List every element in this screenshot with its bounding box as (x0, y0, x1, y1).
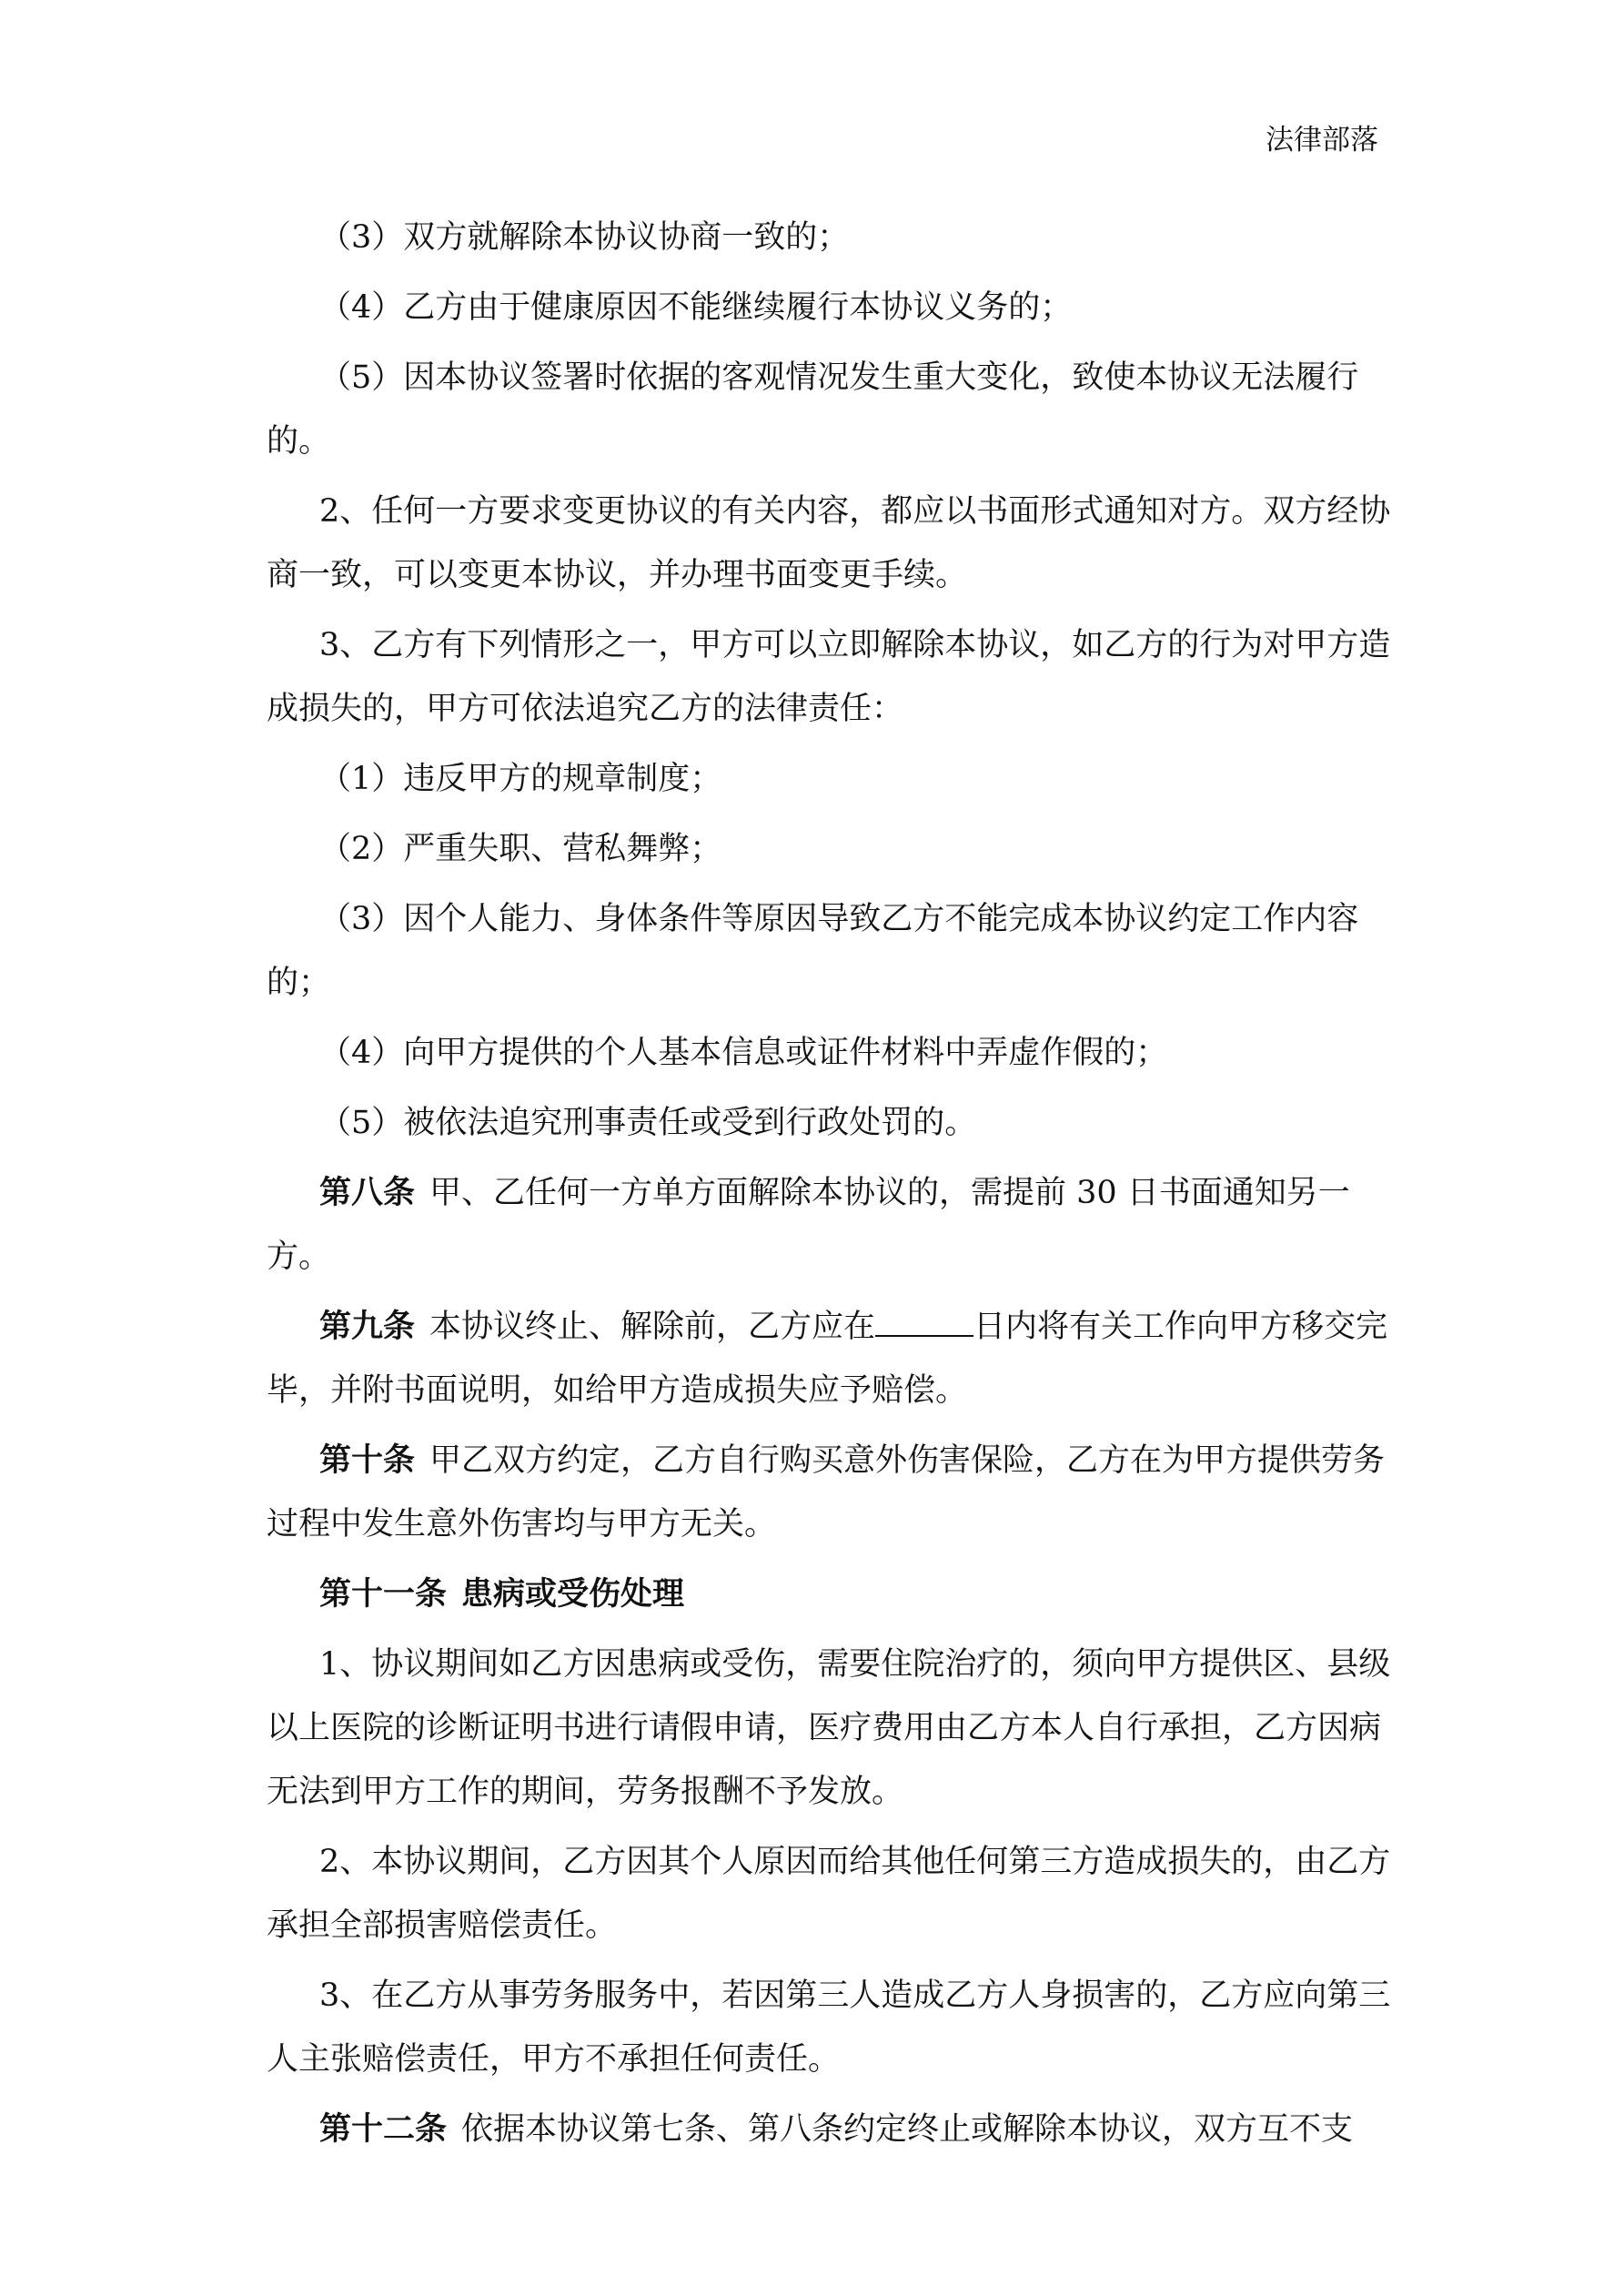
article-title: 第九条 (319, 1308, 416, 1345)
article-title: 第八条 (319, 1174, 416, 1211)
fill-in-blank (875, 1308, 973, 1337)
article-text-before: 本协议终止、解除前，乙方应在 (429, 1309, 876, 1345)
clause-item: （2）严重失职、营私舞弊； (319, 831, 722, 867)
article-title: 第十条 (319, 1441, 416, 1479)
article-title: 第十一条 (319, 1575, 448, 1613)
document-body (267, 206, 1395, 2168)
article-11-heading (267, 1563, 1395, 1626)
clause-paragraph: 1、协议期间如乙方因患病或受伤，需要住院治疗的，须向甲方提供区、县级以上医院的诊断证明书进行请假申请，医疗费用由乙方本人自行承担，乙方因病无法到甲方工作的期间，劳务报酬不予发放。 (267, 1646, 1391, 1810)
clause-paragraph: 2、本协议期间，乙方因其个人原因而给其他任何第三方造成损失的，由乙方承担全部损害赔偿责任。 (267, 1844, 1391, 1944)
clause-item: （3）双方就解除本协议协商一致的； (319, 219, 850, 256)
clause-paragraph: 3、在乙方从事劳务服务中，若因第三人造成乙方人身损害的，乙方应向第三人主张赔偿责任，甲方不承担任何责任。 (267, 1977, 1391, 2078)
article-text: 甲乙双方约定，乙方自行购买意外伤害保险，乙方在为甲方提供劳务过程中发生意外伤害均与甲方无关。 (267, 1442, 1386, 1542)
clause-item: （4）乙方由于健康原因不能继续履行本协议义务的； (319, 289, 1073, 326)
clause-item: （4）向甲方提供的个人基本信息或证件材料中弄虚作假的； (319, 1035, 1168, 1071)
article-10 (267, 1429, 1395, 1556)
clause-item: （5）被依法追究刑事责任或受到行政处罚的。 (319, 1105, 977, 1141)
clause-item: （3）因个人能力、身体条件等原因导致乙方不能完成本协议约定工作内容的； (267, 901, 1359, 1001)
article-text: 依据本协议第七条、第八条约定终止或解除本协议，双方互不支 (461, 2111, 1354, 2148)
article-text-after: 日内将有关工作向甲方移交完毕，并附书面说明，如给甲方造成损失应予赔偿。 (267, 1309, 1388, 1409)
article-12 (267, 2098, 1395, 2161)
article-heading: 患病或受伤处理 (461, 1575, 685, 1613)
clause-paragraph: 2、任何一方要求变更协议的有关内容，都应以书面形式通知对方。双方经协商一致，可以变更本协议，并办理书面变更手续。 (267, 493, 1391, 593)
page-header-brand: 法律部落 (1266, 124, 1378, 157)
article-9 (267, 1295, 1395, 1422)
article-text: 甲、乙任何一方单方面解除本协议的，需提前 30 日书面通知另一方。 (267, 1175, 1350, 1275)
clause-paragraph: 3、乙方有下列情形之一，甲方可以立即解除本协议，如乙方的行为对甲方造成损失的，甲方可依法追究乙方的法律责任： (267, 627, 1391, 727)
article-8 (267, 1161, 1395, 1289)
clause-item: （5）因本协议签署时依据的客观情况发生重大变化，致使本协议无法履行的。 (267, 359, 1359, 460)
article-title: 第十二条 (319, 2110, 448, 2148)
clause-item: （1）违反甲方的规章制度； (319, 761, 722, 797)
